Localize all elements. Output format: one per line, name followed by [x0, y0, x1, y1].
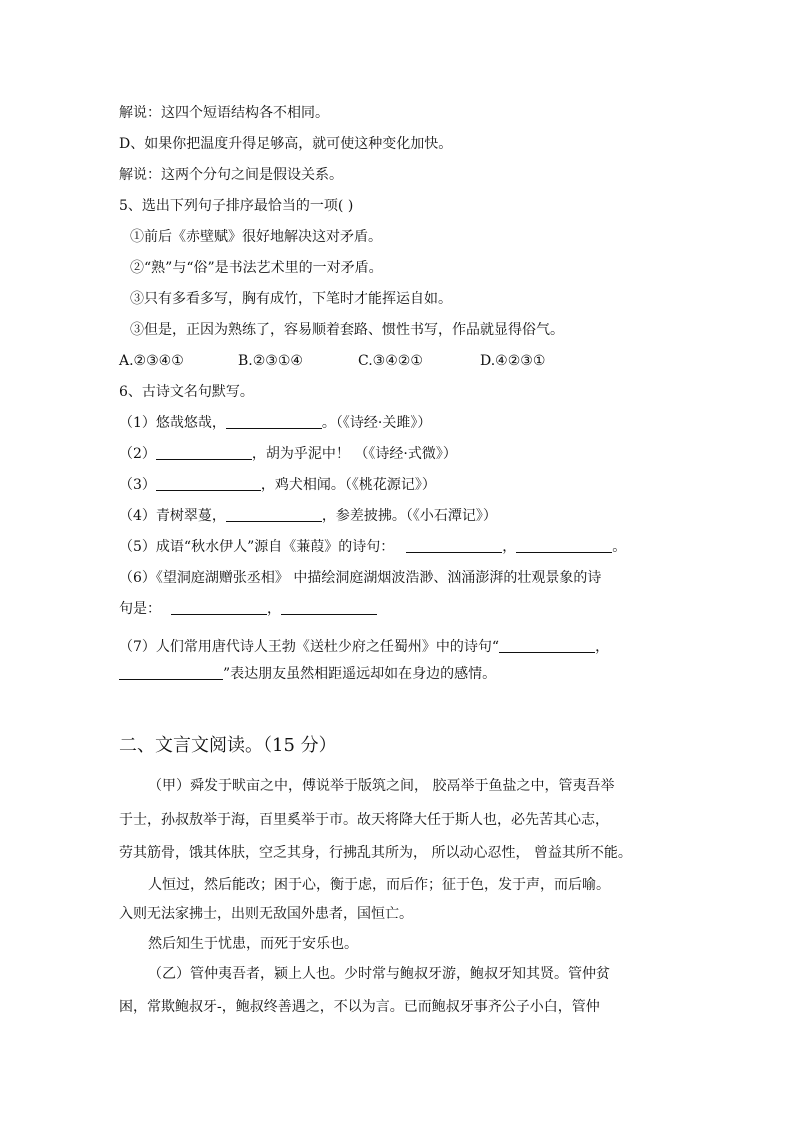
- q6-item-2: [119, 444, 457, 464]
- q6-item-7-line-1: [119, 637, 609, 657]
- passage-line: 困，常欺鲍叔牙-，鲍叔终善遇之，不以为言。已而鲍叔牙事齐公子小白，管仲: [119, 999, 600, 1015]
- q6-item-2-text: （2）: [119, 446, 156, 462]
- q5-sentence-1: ①前后《赤壁赋》很好地解决这对矛盾。: [130, 229, 382, 245]
- q5-option-a: A.②③④①: [119, 353, 184, 369]
- q6-item-6-comma: ，: [267, 601, 281, 617]
- q6-item-7-comma: ，: [595, 639, 610, 655]
- answer-blank[interactable]: [171, 600, 267, 615]
- q6-item-3-source: ，鸡犬相闻。（《桃花源记》）: [260, 477, 436, 493]
- q6-stem: 6、古诗文名句默写。: [119, 384, 254, 400]
- q5-sentence-2: ②“熟”与“俗”是书法艺术里的一对矛盾。: [130, 260, 383, 276]
- q6-item-1-source: 。（《诗经·关雎》）: [321, 415, 432, 431]
- q6-item-7-text: （7）人们常用唐代诗人王勃《送杜少府之任蜀州》中的诗句“: [119, 639, 500, 655]
- q5-option-c: C.③④②①: [358, 353, 423, 369]
- answer-blank[interactable]: [226, 507, 322, 522]
- q6-item-4: [119, 506, 497, 526]
- q5-sentence-3: ③只有多看多写，胸有成竹，下笔时才能挥运自如。: [130, 291, 452, 307]
- passage-line: 人恒过，然后能改；困于心，衡于虑，而后作；征于色，发于声，而后喻。: [148, 877, 610, 893]
- passage-line: （乙）管仲夷吾者，颍上人也。少时常与鲍叔牙游，鲍叔牙知其贤。管仲贫: [148, 966, 610, 982]
- q6-item-5-end: 。: [612, 539, 627, 555]
- passage-line: （甲）舜发于畎亩之中，傅说举于版筑之间， 胶鬲举于鱼盐之中，管夷吾举: [148, 778, 615, 794]
- q5-option-b: B.②③①④: [238, 353, 303, 369]
- q4-note-1: 解说：这四个短语结构各不相同。: [119, 105, 329, 121]
- q6-item-2-source: ，胡为乎泥中！ （《诗经·式微》）: [251, 446, 457, 462]
- q5-sentence-4: ③但是，正因为熟练了，容易顺着套路、惯性书写，作品就显得俗气。: [130, 322, 564, 338]
- q6-item-4-source: ，参差披拂。（《小石潭记》）: [321, 508, 497, 524]
- answer-blank[interactable]: [226, 414, 322, 429]
- answer-blank[interactable]: [281, 600, 377, 615]
- q6-item-7-line-2: [119, 664, 496, 684]
- answer-blank[interactable]: [156, 476, 261, 491]
- passage-line: 入则无法家拂士，出则无敌国外患者，国恒亡。: [119, 906, 413, 922]
- q6-item-1: [119, 413, 431, 433]
- answer-blank[interactable]: [406, 538, 502, 553]
- q6-item-3-text: （3）: [119, 477, 156, 493]
- passage-line: 于士，孙叔敖举于海，百里奚举于市。故天将降大任于斯人也，必先苦其心志，: [119, 812, 609, 828]
- q6-item-6-text: 句是：: [119, 601, 161, 617]
- q6-item-5-text: （5）成语“秋水伊人”源自《蒹葭》的诗句：: [119, 539, 395, 555]
- q5-option-d: D.④②③①: [480, 353, 546, 369]
- q6-item-6-line-1: （6）《望洞庭湖赠张丞相》 中描绘洞庭湖烟波浩渺、汹涌澎湃的壮观景象的诗: [119, 570, 602, 586]
- passage-line: 劳其筋骨，饿其体肤，空乏其身，行拂乱其所为， 所以动心忍性， 曾益其所不能。: [119, 845, 632, 861]
- q4-note-2: 解说：这两个分句之间是假设关系。: [119, 167, 343, 183]
- passage-line: 然后知生于忧患，而死于安乐也。: [148, 936, 358, 952]
- q6-item-6-line-2: [119, 599, 377, 619]
- answer-blank[interactable]: [119, 665, 223, 680]
- section-2-title: 二、文言文阅读。（15 分）: [119, 735, 337, 756]
- answer-blank[interactable]: [156, 445, 252, 460]
- answer-blank[interactable]: [499, 638, 595, 653]
- q6-item-3: [119, 475, 436, 495]
- q6-item-5-comma: ，: [502, 539, 517, 555]
- q6-item-7-end: ”表达朋友虽然相距遥远却如在身边的感情。: [223, 666, 497, 682]
- answer-blank[interactable]: [516, 538, 612, 553]
- q6-item-4-text: （4）青树翠蔓，: [119, 508, 226, 524]
- q6-item-5: [119, 537, 626, 557]
- q6-item-1-text: （1）悠哉悠哉，: [119, 415, 226, 431]
- q5-stem: 5、选出下列句子排序最恰当的一项( ): [119, 198, 354, 214]
- q4-option-d: D、如果你把温度升得足够高，就可使这种变化加快。: [119, 136, 453, 152]
